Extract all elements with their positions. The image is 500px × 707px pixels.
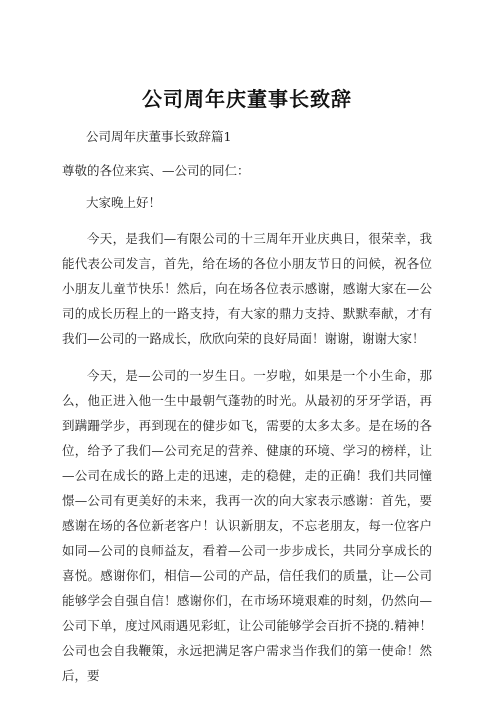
- document-title: 公司周年庆董事长致辞: [142, 87, 352, 111]
- paragraph: 今天，是—公司的一岁生日。一岁啦，如果是一个小生命，那么，他正进入他一生中最朝气蓬勃的时光。从最初的牙牙学语，再到蹒跚学步，再到现在的健步如飞，需要的太多太多。是在场的各位，给予了我们—公司充足的营养、健康的环境、学习的榜样，让—公司在成长的路上走的迅速，走的稳健，走的正确！我们共同憧憬—公司有更美好的未来，我再一次的向大家表示感谢：首先，要感谢在场的各位新老客户！认识新朋友，不忘老朋友，每一位客户如同—公司的良师益友，看着—公司一步步成长，共同分享成长的喜悦。感谢你们，相信—公司的产品，信任我们的质量，让—公司能够学会自强自信！感谢你们，在市场环境艰难的时刻，仍然向—公司下单，度过风雨遇见彩虹，让公司能够学会百折不挠的.精神！公司也会自我鞭策，永远把满足客户需求当作我们的第一使命！然后，要: [62, 368, 432, 683]
- greeting: 大家晚上好！: [86, 195, 162, 210]
- salutation: 尊敬的各位来宾、—公司的同仁：: [62, 163, 250, 178]
- document-subtitle: 公司周年庆董事长致辞篇1: [86, 129, 232, 144]
- paragraph: 今天，是我们—有限公司的十三周年开业庆典日，很荣幸，我能代表公司发言，首先，给在场的各位小朋友节日的问候，祝各位小朋友儿童节快乐！然后，向在场各位表示感谢，感谢大家在—公司的成长历程上的一路支持，有大家的鼎力支持、默默奉献，才有我们—公司的一路成长，欣欣向荣的良好局面！谢谢，谢谢大家！: [62, 231, 432, 346]
